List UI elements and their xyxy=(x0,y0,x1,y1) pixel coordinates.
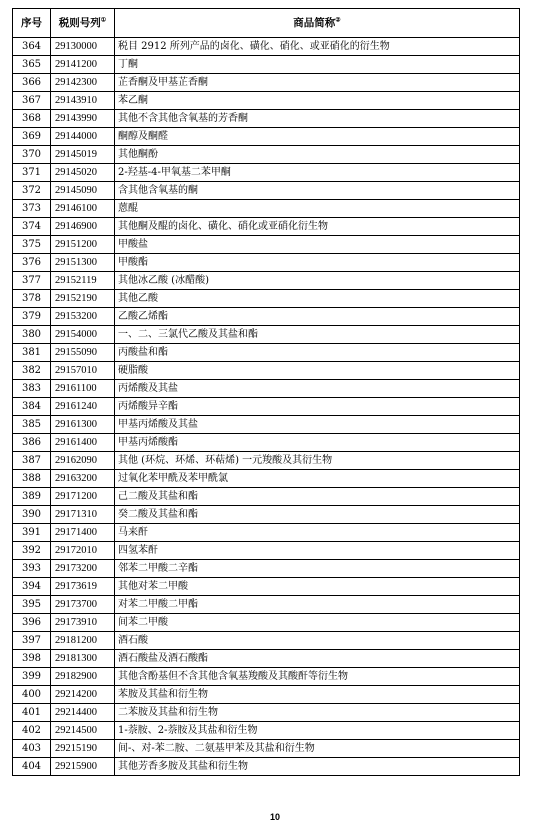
row-tariff-code: 29173200 xyxy=(51,560,115,578)
row-serial-number: 384 xyxy=(13,398,51,416)
row-serial-number: 382 xyxy=(13,362,51,380)
table-row xyxy=(13,92,520,110)
row-serial-number: 401 xyxy=(13,704,51,722)
row-serial-number: 367 xyxy=(13,92,51,110)
table-row xyxy=(13,470,520,488)
table-row xyxy=(13,38,520,56)
row-serial-number: 377 xyxy=(13,272,51,290)
row-serial-number: 394 xyxy=(13,578,51,596)
row-commodity-name: 丙烯酸及其盐 xyxy=(115,380,520,398)
row-commodity-name: 蒽醌 xyxy=(115,200,520,218)
header-row xyxy=(13,9,520,38)
row-serial-number: 375 xyxy=(13,236,51,254)
row-serial-number: 364 xyxy=(13,38,51,56)
row-tariff-code: 29171310 xyxy=(51,506,115,524)
table-row xyxy=(13,182,520,200)
row-tariff-code: 29155090 xyxy=(51,344,115,362)
table-row xyxy=(13,200,520,218)
row-serial-number: 376 xyxy=(13,254,51,272)
row-serial-number: 402 xyxy=(13,722,51,740)
row-tariff-code: 29141200 xyxy=(51,56,115,74)
row-tariff-code: 29214400 xyxy=(51,704,115,722)
row-tariff-code: 29130000 xyxy=(51,38,115,56)
header-commodity-name-label: 商品简称 xyxy=(293,17,336,29)
row-tariff-code: 29214500 xyxy=(51,722,115,740)
row-tariff-code: 29161300 xyxy=(51,416,115,434)
header-tariff-code-label: 税则号列 xyxy=(58,17,101,29)
table-row xyxy=(13,254,520,272)
table-row xyxy=(13,506,520,524)
table-row xyxy=(13,236,520,254)
row-serial-number: 383 xyxy=(13,380,51,398)
row-tariff-code: 29173910 xyxy=(51,614,115,632)
table-row xyxy=(13,380,520,398)
table-row xyxy=(13,488,520,506)
row-tariff-code: 29146100 xyxy=(51,200,115,218)
row-commodity-name: 酒石酸盐及酒石酸酯 xyxy=(115,650,520,668)
row-tariff-code: 29163200 xyxy=(51,470,115,488)
row-serial-number: 391 xyxy=(13,524,51,542)
row-commodity-name: 丙酸盐和酯 xyxy=(115,344,520,362)
row-serial-number: 392 xyxy=(13,542,51,560)
commodity-table xyxy=(12,8,520,776)
row-commodity-name: 酮醇及酮醛 xyxy=(115,128,520,146)
table-row xyxy=(13,146,520,164)
table-row xyxy=(13,632,520,650)
page-number: 10 xyxy=(269,812,280,822)
row-serial-number: 403 xyxy=(13,740,51,758)
row-commodity-name: 甲酸盐 xyxy=(115,236,520,254)
row-serial-number: 372 xyxy=(13,182,51,200)
table-row xyxy=(13,218,520,236)
row-serial-number: 378 xyxy=(13,290,51,308)
row-commodity-name: 己二酸及其盐和酯 xyxy=(115,488,520,506)
row-commodity-name: 二苯胺及其盐和衍生物 xyxy=(115,704,520,722)
table-row xyxy=(13,434,520,452)
row-tariff-code: 29146900 xyxy=(51,218,115,236)
row-commodity-name: 硬脂酸 xyxy=(115,362,520,380)
table-row xyxy=(13,128,520,146)
row-tariff-code: 29162090 xyxy=(51,452,115,470)
row-serial-number: 366 xyxy=(13,74,51,92)
table-row xyxy=(13,560,520,578)
row-commodity-name: 其他含酚基但不含其他含氧基羧酸及其酸酐等衍生物 xyxy=(115,668,520,686)
table-row xyxy=(13,614,520,632)
row-serial-number: 393 xyxy=(13,560,51,578)
row-tariff-code: 29157010 xyxy=(51,362,115,380)
table-row xyxy=(13,740,520,758)
row-commodity-name: 苯胺及其盐和衍生物 xyxy=(115,686,520,704)
table-row xyxy=(13,164,520,182)
row-tariff-code: 29152190 xyxy=(51,290,115,308)
table-row xyxy=(13,110,520,128)
table-body xyxy=(13,38,520,776)
footnote-marker: ② xyxy=(335,16,341,24)
row-tariff-code: 29145020 xyxy=(51,164,115,182)
row-tariff-code: 29171200 xyxy=(51,488,115,506)
row-commodity-name: 芷香酮及甲基芷香酮 xyxy=(115,74,520,92)
row-commodity-name: 对苯二甲酸二甲酯 xyxy=(115,596,520,614)
row-commodity-name: 一、二、三氯代乙酸及其盐和酯 xyxy=(115,326,520,344)
table-row xyxy=(13,416,520,434)
row-commodity-name: 其他酮及醌的卤化、磺化、硝化或亚硝化衍生物 xyxy=(115,218,520,236)
row-commodity-name: 甲基丙烯酸酯 xyxy=(115,434,520,452)
row-serial-number: 365 xyxy=(13,56,51,74)
row-commodity-name: 酒石酸 xyxy=(115,632,520,650)
row-tariff-code: 29214200 xyxy=(51,686,115,704)
table-row xyxy=(13,542,520,560)
row-tariff-code: 29143990 xyxy=(51,110,115,128)
row-tariff-code: 29173700 xyxy=(51,596,115,614)
header-commodity-name xyxy=(115,9,520,38)
table-row xyxy=(13,74,520,92)
row-serial-number: 385 xyxy=(13,416,51,434)
row-commodity-name: 乙酸乙烯酯 xyxy=(115,308,520,326)
row-serial-number: 370 xyxy=(13,146,51,164)
table-row xyxy=(13,722,520,740)
row-serial-number: 389 xyxy=(13,488,51,506)
row-commodity-name: 过氧化苯甲酰及苯甲酰氯 xyxy=(115,470,520,488)
row-serial-number: 373 xyxy=(13,200,51,218)
row-serial-number: 371 xyxy=(13,164,51,182)
row-serial-number: 395 xyxy=(13,596,51,614)
header-tariff-code xyxy=(51,9,115,38)
row-tariff-code: 29143910 xyxy=(51,92,115,110)
row-commodity-name: 丙烯酸异辛酯 xyxy=(115,398,520,416)
table-row xyxy=(13,650,520,668)
row-serial-number: 368 xyxy=(13,110,51,128)
row-commodity-name: 癸二酸及其盐和酯 xyxy=(115,506,520,524)
table-row xyxy=(13,686,520,704)
row-commodity-name: 甲基丙烯酸及其盐 xyxy=(115,416,520,434)
row-commodity-name: 丁酮 xyxy=(115,56,520,74)
row-tariff-code: 29181200 xyxy=(51,632,115,650)
row-serial-number: 386 xyxy=(13,434,51,452)
row-serial-number: 398 xyxy=(13,650,51,668)
row-commodity-name: 间-、对-苯二胺、二氨基甲苯及其盐和衍生物 xyxy=(115,740,520,758)
row-serial-number: 400 xyxy=(13,686,51,704)
row-commodity-name: 甲酸酯 xyxy=(115,254,520,272)
row-serial-number: 390 xyxy=(13,506,51,524)
row-commodity-name: 马来酐 xyxy=(115,524,520,542)
row-commodity-name: 1-萘胺、2-萘胺及其盐和衍生物 xyxy=(115,722,520,740)
row-commodity-name: 其他乙酸 xyxy=(115,290,520,308)
row-commodity-name: 含其他含氧基的酮 xyxy=(115,182,520,200)
row-tariff-code: 29151300 xyxy=(51,254,115,272)
table-row xyxy=(13,308,520,326)
row-tariff-code: 29142300 xyxy=(51,74,115,92)
row-tariff-code: 29215190 xyxy=(51,740,115,758)
row-commodity-name: 其他 (环烷、环烯、环萜烯) 一元羧酸及其衍生物 xyxy=(115,452,520,470)
row-commodity-name: 2-羟基-4-甲氧基二苯甲酮 xyxy=(115,164,520,182)
footnote-marker: ① xyxy=(100,16,107,24)
row-tariff-code: 29215900 xyxy=(51,758,115,776)
row-serial-number: 380 xyxy=(13,326,51,344)
row-commodity-name: 苯乙酮 xyxy=(115,92,520,110)
table-row xyxy=(13,578,520,596)
row-commodity-name: 税目 2912 所列产品的卤化、磺化、硝化、或亚硝化的衍生物 xyxy=(115,38,520,56)
row-serial-number: 396 xyxy=(13,614,51,632)
row-tariff-code: 29172010 xyxy=(51,542,115,560)
table-row xyxy=(13,326,520,344)
row-tariff-code: 29144000 xyxy=(51,128,115,146)
row-serial-number: 397 xyxy=(13,632,51,650)
table-row xyxy=(13,704,520,722)
row-tariff-code: 29145019 xyxy=(51,146,115,164)
row-tariff-code: 29161400 xyxy=(51,434,115,452)
row-serial-number: 379 xyxy=(13,308,51,326)
table-row xyxy=(13,56,520,74)
header-serial-number xyxy=(13,9,51,38)
row-serial-number: 388 xyxy=(13,470,51,488)
row-tariff-code: 29171400 xyxy=(51,524,115,542)
row-tariff-code: 29173619 xyxy=(51,578,115,596)
row-tariff-code: 29145090 xyxy=(51,182,115,200)
row-tariff-code: 29161240 xyxy=(51,398,115,416)
table-row xyxy=(13,524,520,542)
row-commodity-name: 其他酮酚 xyxy=(115,146,520,164)
row-tariff-code: 29153200 xyxy=(51,308,115,326)
row-serial-number: 369 xyxy=(13,128,51,146)
table-row xyxy=(13,362,520,380)
row-commodity-name: 间苯二甲酸 xyxy=(115,614,520,632)
row-commodity-name: 邻苯二甲酸二辛酯 xyxy=(115,560,520,578)
row-commodity-name: 其他冰乙酸 (冰醋酸) xyxy=(115,272,520,290)
row-tariff-code: 29152119 xyxy=(51,272,115,290)
table-row xyxy=(13,596,520,614)
table-row xyxy=(13,344,520,362)
header-serial-number-label: 序号 xyxy=(21,17,42,29)
row-tariff-code: 29151200 xyxy=(51,236,115,254)
table-row xyxy=(13,668,520,686)
row-commodity-name: 其他芳香多胺及其盐和衍生物 xyxy=(115,758,520,776)
row-commodity-name: 四氢苯酐 xyxy=(115,542,520,560)
row-tariff-code: 29161100 xyxy=(51,380,115,398)
row-serial-number: 387 xyxy=(13,452,51,470)
row-tariff-code: 29154000 xyxy=(51,326,115,344)
table-row xyxy=(13,398,520,416)
row-commodity-name: 其他对苯二甲酸 xyxy=(115,578,520,596)
table-row xyxy=(13,272,520,290)
table-row xyxy=(13,452,520,470)
row-tariff-code: 29182900 xyxy=(51,668,115,686)
row-tariff-code: 29181300 xyxy=(51,650,115,668)
table-row xyxy=(13,290,520,308)
row-commodity-name: 其他不含其他含氧基的芳香酮 xyxy=(115,110,520,128)
row-serial-number: 404 xyxy=(13,758,51,776)
table-header xyxy=(13,9,520,38)
row-serial-number: 374 xyxy=(13,218,51,236)
row-serial-number: 381 xyxy=(13,344,51,362)
table-row xyxy=(13,758,520,776)
row-serial-number: 399 xyxy=(13,668,51,686)
